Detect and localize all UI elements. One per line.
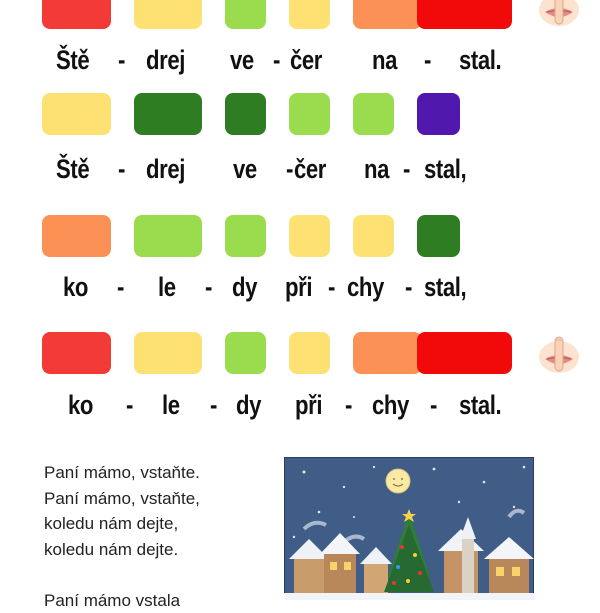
syllable: le	[162, 390, 180, 421]
syllable: chy	[372, 390, 409, 421]
poem-line: Paní mámo vstala	[44, 588, 200, 613]
poem-line: koledu nám dejte,	[44, 511, 200, 537]
syllable: drej	[146, 45, 185, 76]
syllable: stal.	[459, 45, 501, 76]
syllable-hyphen: -	[126, 390, 133, 421]
syllable: chy	[347, 272, 384, 303]
color-block-dark-green	[417, 215, 460, 257]
syllable-hyphen: -	[328, 272, 335, 303]
color-block-dark-green	[225, 93, 266, 135]
syllable: drej	[146, 154, 185, 185]
syllable-hyphen: -	[210, 390, 217, 421]
color-block-orange	[353, 0, 422, 29]
syllable: Ště	[56, 45, 89, 76]
syllable-hyphen: -	[118, 45, 125, 76]
syllable-hyphen: -	[118, 154, 125, 185]
color-block-dark-green	[134, 93, 202, 135]
color-block-light-green	[225, 215, 266, 257]
syllable: stal,	[424, 154, 466, 185]
color-block-yellow	[353, 215, 394, 257]
christmas-village-illustration	[284, 457, 534, 600]
color-block-light-green	[289, 93, 330, 135]
poem-text	[44, 460, 200, 613]
color-block-light-green	[134, 215, 202, 257]
color-block-light-green	[225, 0, 266, 29]
syllable: ve	[230, 45, 254, 76]
color-block-yellow	[289, 0, 330, 29]
poem-line: koledu nám dejte.	[44, 537, 200, 563]
syllable: na	[364, 154, 389, 185]
syllable: čer	[290, 45, 322, 76]
color-block-yellow	[289, 215, 330, 257]
syllable-hyphen: -	[403, 154, 410, 185]
finger-on-lips-icon	[537, 0, 581, 28]
syllable: Ště	[56, 154, 89, 185]
syllable: stal.	[459, 390, 501, 421]
syllable-hyphen: -	[424, 45, 431, 76]
syllable: dy	[236, 390, 261, 421]
syllable: při	[295, 390, 322, 421]
color-block-red	[42, 332, 111, 374]
syllable-hyphen: -	[205, 272, 212, 303]
color-block-yellow	[289, 332, 330, 374]
syllable-hyphen: -	[117, 272, 124, 303]
syllable-hyphen: -	[430, 390, 437, 421]
finger-on-lips-icon	[537, 335, 581, 375]
syllable-hyphen: -	[273, 45, 280, 76]
color-block-yellow	[134, 332, 202, 374]
syllable: ko	[68, 390, 93, 421]
syllable: le	[158, 272, 176, 303]
color-block-orange	[42, 215, 111, 257]
syllable-hyphen: -	[405, 272, 412, 303]
syllable: čer	[294, 154, 326, 185]
syllable: ve	[233, 154, 257, 185]
syllable-hyphen: -	[345, 390, 352, 421]
color-block-purple	[417, 93, 460, 135]
color-block-red	[42, 0, 111, 29]
syllable: stal,	[424, 272, 466, 303]
color-block-light-green	[225, 332, 266, 374]
color-block-yellow	[42, 93, 111, 135]
syllable: na	[372, 45, 397, 76]
color-block-yellow	[134, 0, 202, 29]
color-block-light-green	[353, 93, 394, 135]
syllable-hyphen: -	[286, 154, 293, 185]
poem-line: Paní mámo, vstaňte,	[44, 486, 200, 512]
syllable: dy	[232, 272, 257, 303]
poem-line: Paní mámo, vstaňte.	[44, 460, 200, 486]
color-block-bright-red	[417, 332, 512, 374]
poem-line	[44, 562, 200, 588]
syllable: ko	[63, 272, 88, 303]
color-block-bright-red	[417, 0, 512, 29]
color-block-orange	[353, 332, 422, 374]
syllable: při	[285, 272, 312, 303]
